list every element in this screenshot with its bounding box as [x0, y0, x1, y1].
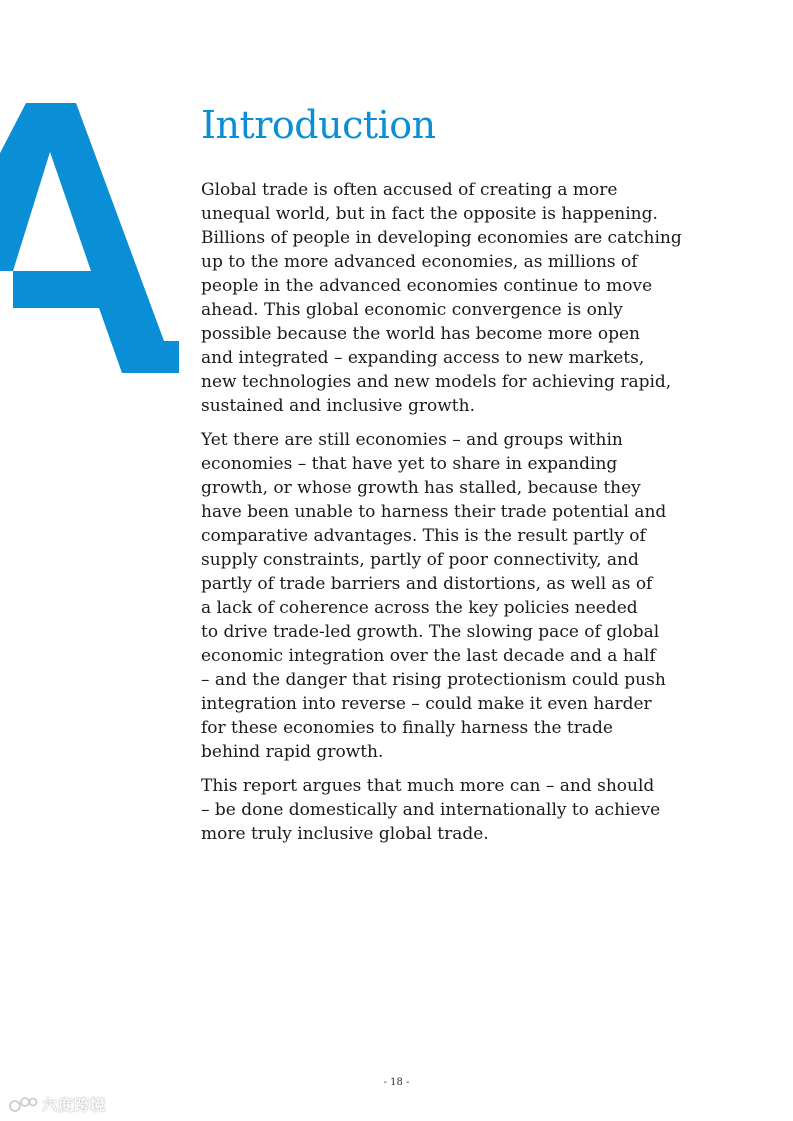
watermark-text: 六度跨境: [42, 1096, 107, 1114]
text-line: ahead. This global economic convergence is only: [201, 300, 623, 320]
text-line: more truly inclusive global trade.: [201, 824, 489, 844]
page-title: Introduction: [201, 103, 436, 147]
watermark-logo-icon: [8, 1095, 38, 1115]
text-line: – be done domestically and internationally to achieve: [201, 800, 661, 820]
text-line: supply constraints, partly of poor connectivity, and: [201, 550, 639, 570]
text-line: unequal world, but in fact the opposite is happening.: [201, 204, 658, 224]
text-line: Billions of people in developing economies are catching: [201, 228, 682, 248]
paragraph-3: [201, 774, 721, 846]
text-line: – and the danger that rising protectionism could push: [201, 670, 666, 690]
paragraph-1: [201, 178, 721, 418]
body-text: [201, 178, 721, 856]
text-line: have been unable to harness their trade potential and: [201, 502, 667, 522]
text-line: partly of trade barriers and distortions, as well as of: [201, 574, 653, 594]
text-line: for these economies to finally harness the trade: [201, 718, 613, 738]
text-line: and integrated – expanding access to new markets,: [201, 348, 645, 368]
paragraph-2: [201, 428, 721, 764]
text-line: sustained and inclusive growth.: [201, 396, 475, 416]
text-line: Yet there are still economies – and groups within: [201, 430, 623, 450]
text-line: comparative advantages. This is the result partly of: [201, 526, 646, 546]
text-line: people in the advanced economies continue to move: [201, 276, 653, 296]
text-line: economies – that have yet to share in expanding: [201, 454, 618, 474]
text-line: new technologies and new models for achieving rapid,: [201, 372, 672, 392]
text-line: behind rapid growth.: [201, 742, 384, 762]
text-line: up to the more advanced economies, as millions of: [201, 252, 638, 272]
text-line: integration into reverse – could make it even harder: [201, 694, 652, 714]
text-line: growth, or whose growth has stalled, because they: [201, 478, 641, 498]
text-line: economic integration over the last decade and a half: [201, 646, 656, 666]
text-line: a lack of coherence across the key policies needed: [201, 598, 638, 618]
text-line: Global trade is often accused of creating a more: [201, 180, 618, 200]
section-letter-a-glyph: [0, 103, 179, 373]
page-number: - 18 -: [383, 1077, 410, 1088]
text-line: This report argues that much more can – and should: [201, 776, 655, 796]
section-letter-a: [0, 103, 179, 373]
text-line: possible because the world has become more open: [201, 324, 640, 344]
text-line: to drive trade-led growth. The slowing pace of global: [201, 622, 660, 642]
watermark: [8, 1094, 106, 1115]
